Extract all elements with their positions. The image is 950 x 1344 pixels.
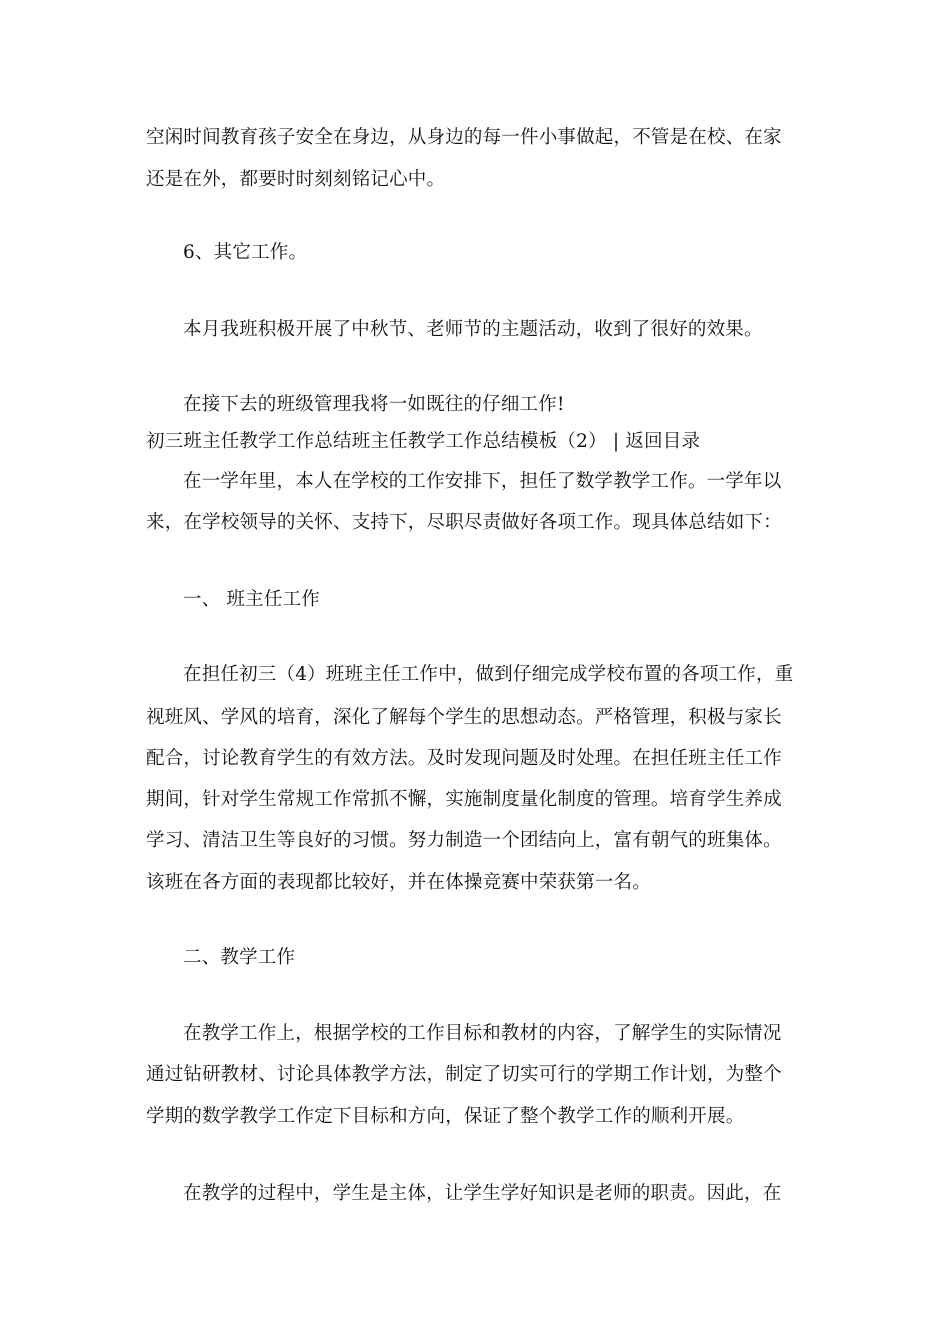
- section-heading: 一、 班主任工作: [183, 589, 320, 610]
- paragraph-line: 来，在学校领导的关怀、支持下，尽职尽责做好各项工作。现具体总结如下：: [146, 512, 782, 533]
- paragraph-line: 在一学年里，本人在学校的工作安排下，担任了数学教学工作。一学年以: [183, 471, 782, 492]
- paragraph-line: 视班风、学风的培育，深化了解每个学生的思想动态。严格管理，积极与家长: [146, 707, 782, 728]
- back-to-toc-link[interactable]: | 返回目录: [612, 431, 701, 452]
- paragraph-line: 在教学的过程中，学生是主体，让学生学好知识是老师的职责。因此，在: [183, 1183, 782, 1204]
- article-title: 初三班主任教学工作总结班主任教学工作总结模板（2）: [146, 431, 607, 452]
- paragraph-line: 期间，针对学生常规工作常抓不懈，实施制度量化制度的管理。培育学生养成: [146, 789, 782, 810]
- body-text-line: 空闲时间教育孩子安全在身边，从身边的每一件小事做起，不管是在校、在家: [146, 127, 782, 148]
- paragraph-line: 该班在各方面的表现都比较好，并在体操竞赛中荣获第一名。: [146, 872, 651, 893]
- paragraph-line: 学期的数学教学工作定下目标和方向，保证了整个教学工作的顺利开展。: [146, 1106, 745, 1127]
- paragraph-line: 在接下去的班级管理我将一如既往的仔细工作!: [183, 394, 565, 415]
- section-heading: 二、教学工作: [183, 947, 296, 968]
- section-heading: 6、其它工作。: [183, 242, 308, 263]
- paragraph-line: 通过钻研教材、讨论具体教学方法，制定了切实可行的学期工作计划，为整个: [146, 1064, 782, 1085]
- article-title-row: [146, 430, 700, 454]
- paragraph-line: 配合，讨论教育学生的有效方法。及时发现问题及时处理。在担任班主任工作: [146, 748, 782, 769]
- body-text-line: 还是在外，都要时时刻刻铭记心中。: [146, 169, 446, 190]
- paragraph-line: 在教学工作上，根据学校的工作目标和教材的内容，了解学生的实际情况: [183, 1023, 782, 1044]
- paragraph-line: 在担任初三（4）班班主任工作中，做到仔细完成学校布置的各项工作，重: [183, 664, 794, 685]
- paragraph-line: 学习、清洁卫生等良好的习惯。努力制造一个团结向上，富有朝气的班集体。: [146, 830, 782, 851]
- paragraph-line: 本月我班积极开展了中秋节、老师节的主题活动，收到了很好的效果。: [183, 319, 763, 340]
